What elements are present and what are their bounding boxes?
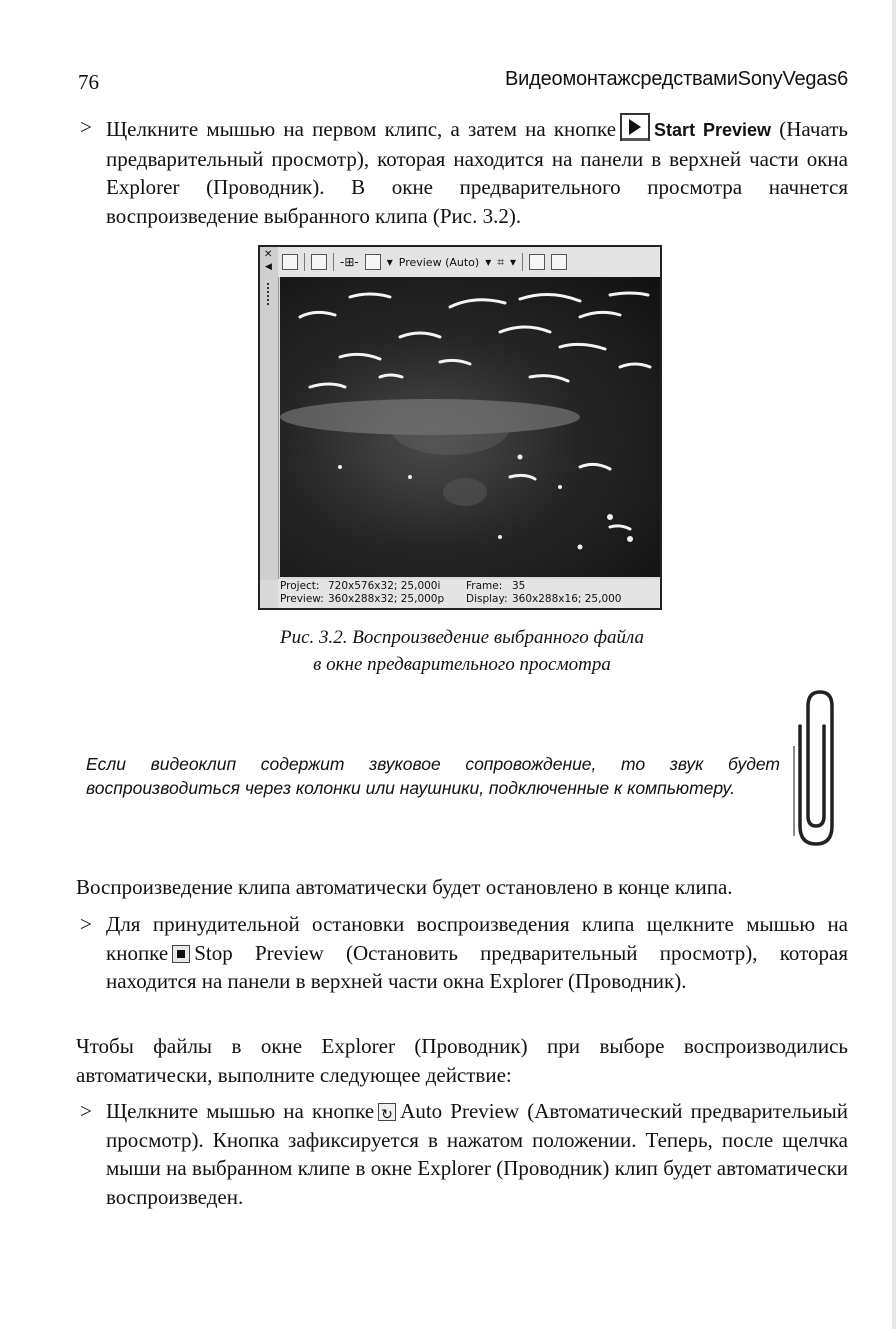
preview-quality-select: Preview (Auto) — [398, 255, 480, 269]
bullet-start-preview — [76, 113, 848, 230]
toolbar-separator — [304, 253, 305, 271]
dropdown-arrow-icon: ▾ — [509, 255, 517, 269]
display-label: Display: — [466, 593, 508, 605]
collapse-arrow-icon: ◀ — [265, 262, 272, 272]
project-label: Project: — [280, 580, 320, 592]
bullet-marker: > — [80, 1099, 92, 1123]
preview-toolbar — [278, 247, 660, 277]
save-snapshot-icon — [551, 254, 567, 270]
dropdown-arrow-icon: ▾ — [485, 255, 492, 269]
running-title: ВидеомонтажсредствамиSonyVegas6 — [505, 68, 848, 90]
figure-caption-line2: в окне предварительного просмотра — [313, 654, 611, 675]
note-text: Если видеоклип содержит звуковое сопровождение, то звук будет воспроизводиться через колонки или наушники, подключенные к компьютеру. — [86, 754, 780, 798]
stop-preview-icon — [172, 945, 190, 963]
split-screen-icon: -⊞- — [340, 255, 359, 269]
start-preview-icon — [620, 113, 650, 141]
preview-window-figure — [258, 245, 662, 610]
dropdown-arrow-icon: ▾ — [386, 255, 393, 269]
paragraph-auto-preview-intro: Чтобы файлы в окне Explorer (Проводник) при выборе воспроизводились автоматически, выполните следующее действие: — [76, 1034, 848, 1087]
bullet-text-after: (Начать предварительный просмотр), которая находится на панели в верхней части окна Explorer (Проводник). В окне предварительного просмотра начнется воспроизведение выбранного клипа (Рис. 3.2). — [106, 117, 848, 228]
bullet-stop-preview — [76, 910, 848, 996]
water-surface-image — [280, 277, 660, 577]
video-fx-icon — [365, 254, 381, 270]
window-side-strip — [260, 247, 279, 580]
bullet-text-after: Stop Preview (Остановить предварительный просмотр), которая находится на панели в верхней части окна Explorer (Проводник). — [106, 940, 848, 993]
bullet-marker: > — [80, 912, 92, 936]
bullet-text-after: Auto Preview (Автоматический предварительиый просмотр). Кнопка зафиксируется в нажатом положении. Теперь, после щелчка мыши на выбранном клипе в окне Explorer (Проводник) клип будет автоматически воспроизведен. — [106, 1099, 848, 1209]
auto-preview-icon — [378, 1103, 396, 1121]
bullet-text-before: Щелкните мышью на кнопке — [106, 1099, 375, 1123]
project-value: 720x576x32; 25,000i — [328, 580, 441, 592]
start-preview-label: Start Preview — [654, 120, 772, 140]
figure-caption-line1: Рис. 3.2. Воспроизведение выбранного файла — [279, 627, 645, 648]
paragraph-auto-stop: Воспроизведение клипа автоматически будет остановлено в конце клипа. — [76, 875, 733, 899]
toolbar-separator — [522, 253, 523, 271]
bullet-text — [106, 910, 848, 996]
preview-value: 360x288x32; 25,000p — [328, 593, 445, 605]
video-frame — [280, 277, 660, 577]
overlays-icon: ⌗ — [497, 254, 504, 269]
copy-snapshot-icon — [529, 254, 545, 270]
frame-value: 35 — [512, 580, 526, 592]
bullet-text — [106, 1097, 848, 1211]
display-value: 360x288x16; 25,000 — [512, 593, 622, 605]
bullet-text — [106, 113, 848, 230]
properties-icon — [282, 254, 298, 270]
bullet-text-before: Для принудительной остановки воспроизведения клипа щелкните мышью на кнопке — [106, 912, 848, 965]
bullet-text-before: Щелкните мышью на первом клипс, а затем на кнопке — [106, 117, 617, 141]
frame-label: Frame: — [466, 580, 503, 592]
paperclip-icon — [786, 686, 846, 851]
drag-handle-icon — [267, 283, 269, 307]
preview-status-bar — [278, 579, 660, 608]
bullet-auto-preview — [76, 1097, 848, 1211]
bullet-marker: > — [80, 115, 92, 139]
preview-label: Preview: — [280, 593, 324, 605]
toolbar-separator — [333, 253, 334, 271]
page-number: 76 — [78, 70, 99, 94]
close-icon: ✕ — [264, 249, 273, 260]
page-edge-shadow — [892, 0, 896, 1329]
external-monitor-icon — [311, 254, 327, 270]
